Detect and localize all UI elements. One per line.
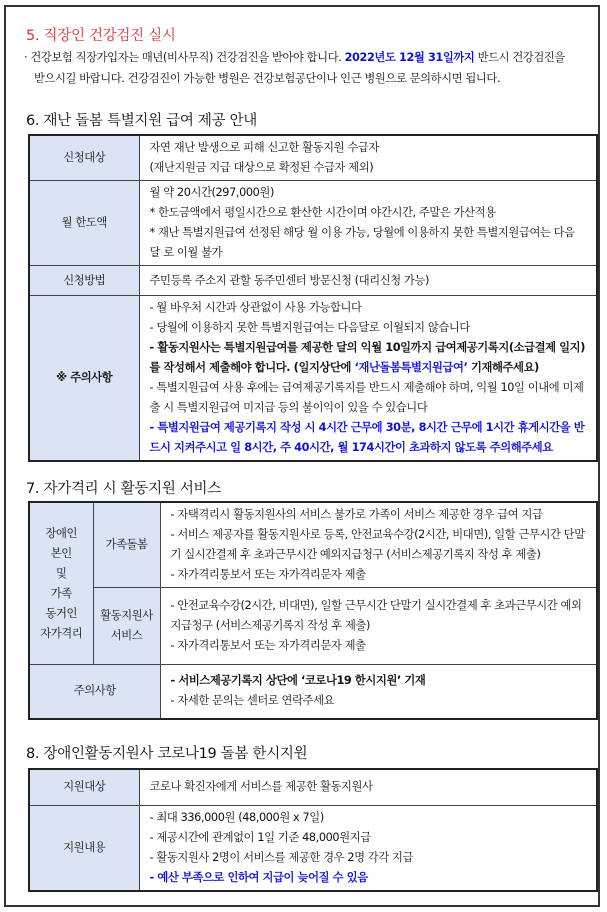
table-row <box>29 296 597 462</box>
row-label: 주의사항 <box>29 665 160 719</box>
row-content <box>160 588 597 665</box>
table-row <box>29 502 597 588</box>
row-content <box>139 135 597 181</box>
line: - 월 바우처 시간과 상관없이 사용 가능합니다 <box>149 301 362 314</box>
text: 반드시 건강검진을 <box>474 51 565 64</box>
line: - 제공시간에 관계없이 1일 기준 48,000원지급 <box>149 830 371 844</box>
text: 건강보험 직장가입자는 매년(비사무직) 건강검진을 받아야 합니다. <box>27 51 345 64</box>
text: 받으시길 바랍니다. 건강검진이 가능한 병원은 건강보험공단이나 인근 병원으로 문의하시면 됩니다. <box>34 72 501 85</box>
text: - 활동지원사는 특별지원급여를 제공한 달의 익월 10일까지 급여제공기록지(소급결제 일지)를 작성해서 제출해야 합니다. (일지상단에 <box>149 341 585 374</box>
section-8-table <box>28 768 598 892</box>
line: - 자택격리시 활동지원사의 서비스 불가로 가족이 서비스 제공한 경우 급여 지급 <box>170 508 543 521</box>
row-label: 가족돌봄 <box>93 502 160 588</box>
section-6-table <box>28 134 598 462</box>
bullet: · <box>24 51 28 64</box>
line: - 특별지원급여 사용 후에는 급여제공기록지를 반드시 제출해야 하며, 익월 10일 이내에 미제출 시 특별지원급여 미지급 등의 불이익이 있을 수 있습니다 <box>149 381 584 414</box>
row-label: ※ 주의사항 <box>29 296 139 462</box>
line: - 당월에 이용하지 못한 특별지원급여는 다음달로 이월되지 않습니다 <box>149 321 470 334</box>
row-content <box>139 296 597 462</box>
line: - 활동지원사 2명이 서비스를 제공한 경우 2명 각각 지급 <box>149 850 414 864</box>
line: - 자가격리통보서 또는 자가격리문자 제출 <box>170 639 366 652</box>
line: - 특별지원급여 제공기록지 작성 시 4시간 근무에 30분, 8시간 근무에 1시간 휴게시간을 반드시 지켜주시고 일 8시간, 주 40시간, 월 174시간이 초과하지 않도록 주의해주세요 <box>149 421 585 454</box>
line: 자연 재난 발생으로 피해 신고한 활동지원 수급자 <box>149 141 379 154</box>
line: - 예산 부족으로 인하여 지급이 늦어질 수 있음 <box>149 870 368 884</box>
line: 본인 <box>50 546 72 560</box>
line: - 안전교육수강(2시간, 비대면), 일할 근무시간 단말기 실시간결제 후 초과근무시간 예외지급청구 (서비스제공기록지 작성 후 제출) <box>170 599 582 632</box>
line: 동거인 <box>45 606 78 620</box>
section-7-table <box>28 501 598 720</box>
line: 활동지원사 <box>100 609 153 622</box>
text: 기재해주세요) <box>467 361 539 374</box>
row-content: 코로나 확진자에게 서비스를 제공한 활동지원사 <box>139 769 597 805</box>
line: 월 약 20시간(297,000원) <box>149 186 274 199</box>
line: - 자가격리통보서 또는 자가격리문자 제출 <box>170 568 366 581</box>
line: - 최대 336,000원 (48,000원 x 7일) <box>149 810 324 824</box>
group-label <box>29 502 93 665</box>
row-content: 주민등록 주소지 관할 동주민센터 방문신청 (대리신청 가능) <box>139 266 597 296</box>
table-row <box>29 135 597 181</box>
row-label: 월 한도액 <box>29 181 139 266</box>
section-7-title: 7. 자가격리 시 활동지원 서비스 <box>26 481 221 497</box>
row-label <box>93 588 160 665</box>
line: 자가격리 <box>40 626 83 640</box>
line: 서비스 <box>110 629 143 642</box>
row-label: 신청대상 <box>29 135 139 181</box>
line: - 서비스제공기록지 상단에 ‘코로나19 한시지원’ 기재 <box>170 674 426 688</box>
line: * 한도금액에서 평일시간으로 환산한 시간이며 야간시간, 주말은 가산적용 <box>149 206 496 219</box>
table-row <box>29 769 597 805</box>
table-row <box>29 588 597 665</box>
section-8-title: 8. 장애인활동지원사 코로나19 돌봄 한시지원 <box>26 746 308 762</box>
line: 및 <box>55 566 67 580</box>
document-page <box>4 5 600 907</box>
row-label: 지원내용 <box>29 805 139 891</box>
line: - 서비스 제공자를 활동지원사로 등록, 안전교육수강(2시간, 비대면), 일할 근무시간 단말기 실시간결제 후 초과근무시간 예외지급청구 (서비스제공기록지 작성 후 제출) <box>170 528 585 561</box>
section-5-text <box>24 47 594 89</box>
section-5-title: 5. 직장인 건강검진 실시 <box>26 28 176 44</box>
highlight: ‘재난돌봄특별지원급여’ <box>354 361 468 374</box>
table-row <box>29 181 597 266</box>
row-content <box>139 805 597 891</box>
row-content <box>139 181 597 266</box>
line: (재난지원금 지급 대상으로 확정된 수급자 제외) <box>149 161 374 174</box>
table-row <box>29 805 597 891</box>
row-content <box>160 665 597 719</box>
table-row <box>29 665 597 719</box>
section-6-title: 6. 재난 돌봄 특별지원 급여 제공 안내 <box>26 113 257 129</box>
row-label: 지원대상 <box>29 769 139 805</box>
line: - 자세한 문의는 센터로 연락주세요 <box>170 694 335 708</box>
line: 장애인 <box>45 526 78 540</box>
line: * 재난 특별지원급여 선정된 해당 월 이용 가능, 당월에 이용하지 못한 특별지원급여는 다음 달 로 이월 불가 <box>149 226 575 259</box>
table-row <box>29 266 597 296</box>
line <box>150 338 587 378</box>
row-label: 신청방법 <box>29 266 139 296</box>
row-content <box>160 502 597 588</box>
line: 가족 <box>50 586 72 600</box>
deadline-highlight: 2022년도 12월 31일까지 <box>344 51 475 64</box>
